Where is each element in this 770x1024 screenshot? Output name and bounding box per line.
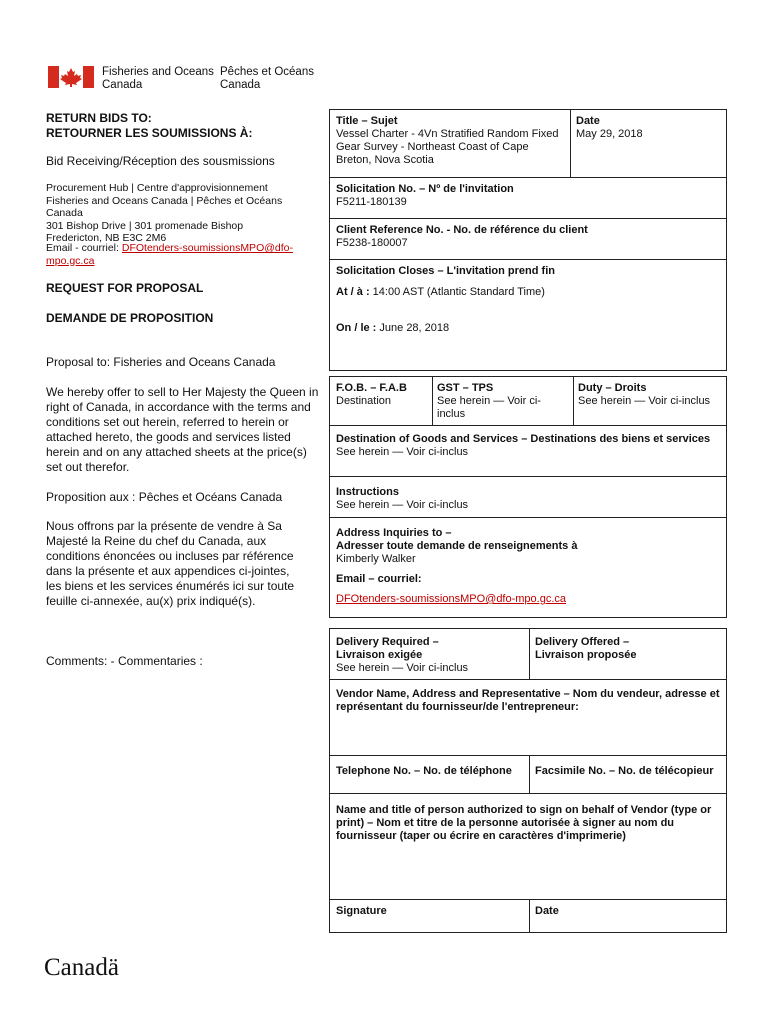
divider [330,425,726,426]
delivery-required-cell: Delivery Required – Livraison exigée See herein — Voir ci-inclus [336,636,469,674]
signature-field[interactable]: Signature [336,905,387,917]
proposal-to-fr: Proposition aux : Pêches et Océans Canada [46,490,283,504]
solicitation-info-box [329,109,727,371]
return-bids-heading: RETURN BIDS TO: RETOURNER LES SOUMISSIONS À: [46,111,253,140]
offer-text-fr: Nous offrons par la présente de vendre à Sa Majesté la Reine du chef du Canada, aux conditions énoncées ou incluses par référence dans la présente et aux appendices ci-jointes, les biens et les services énumérés ici sur toute feuille ci-annexée, au(x) prix indiqué(s). [46,519,295,608]
vendor-name-field[interactable]: Vendor Name, Address and Representative – Nom du vendeur, adresse et représentant du fournisseur/de l'entrepreneur: [336,688,720,713]
proposal-to-en: Proposal to: Fisheries and Oceans Canada [46,355,276,369]
dept-name-fr: Pêches et Océans Canada [220,66,314,91]
inquiries-cell: Address Inquiries to – Adresser toute demande de renseignements à Kimberly Walker Email – courriel: DFOtenders-soumissionsMPO@dfo-mpo.gc.ca [336,527,721,606]
terms-box [329,376,727,618]
rfp-heading-fr: DEMANDE DE PROPOSITION [46,311,214,325]
client-ref-value: F5238-180007 [336,237,408,249]
contact-name: Kimberly Walker [336,553,416,565]
divider [330,755,726,756]
comments-label: Comments: - Commentaries : [46,654,203,668]
dept-name-en: Fisheries and Oceans Canada [102,66,214,91]
canada-flag-icon [48,66,94,88]
title-cell: Title – Sujet Vessel Charter - 4Vn Stratified Random Fixed Gear Survey - Northeast Coast of Cape Breton, Nova Scotia [336,115,566,167]
divider [529,629,530,679]
return-email-link-cont[interactable]: mpo.gc.ca [46,254,95,267]
address-block: Procurement Hub | Centre d'approvisionnement Fisheries and Oceans Canada | Pêches et Océans Canada 301 Bishop Drive | 301 promenade Bishop Fredericton, NB E3C 2M6 [46,182,283,244]
divider [330,259,726,260]
fob-cell: F.O.B. – F.A.B Destination [336,382,407,407]
government-signature [48,66,318,92]
return-email: Email - courriel: DFOtenders-soumissionsMPO@dfo- mpo.gc.ca [46,242,321,267]
title-value: Vessel Charter - 4Vn Stratified Random Fixed Gear Survey - Northeast Coast of Cape Breton, Nova Scotia [336,128,559,166]
telephone-field[interactable]: Telephone No. – No. de téléphone [336,765,512,777]
vendor-box [329,628,727,933]
offer-text-en: We hereby offer to sell to Her Majesty the Queen in right of Canada, in accordance with the terms and conditions set out herein, referred to herein or attached hereto, the goods and services listed herein and on any attached sheets at the price(s) set out therefor. [46,385,319,474]
solicitation-value: F5211-180139 [336,196,407,208]
date-cell: Date May 29, 2018 [576,115,721,141]
signature-date-field[interactable]: Date [535,905,559,917]
divider [330,177,726,178]
title-date-divider [570,110,571,177]
solicitation-cell: Solicitation No. – Nº de l'invitation F5211-180139 [336,183,721,209]
facsimile-field[interactable]: Facsimile No. – No. de télécopieur [535,765,714,777]
canada-wordmark: Canadä [44,954,119,981]
divider [529,899,530,932]
bid-receiving: Bid Receiving/Réception des sousmissions [46,154,275,168]
divider [330,679,726,680]
divider [432,377,433,425]
divider [330,476,726,477]
closing-date: June 28, 2018 [379,322,450,334]
divider [330,517,726,518]
closes-cell: Solicitation Closes – L'invitation prend fin At / à : 14:00 AST (Atlantic Standard Time) On / le : June 28, 2018 [336,265,555,334]
divider [529,755,530,793]
divider [573,377,574,425]
authorized-person-field[interactable]: Name and title of person authorized to sign on behalf of Vendor (type or print) – Nom et titre de la personne autorisée à signer au nom du fournisseur (taper ou écrire en caractères d'imprimerie) [336,804,712,842]
divider [330,899,726,900]
duty-cell: Duty – Droits See herein — Voir ci-inclus [578,382,711,407]
divider [330,793,726,794]
return-email-link[interactable]: DFOtenders-soumissionsMPO@dfo- [121,242,293,254]
destination-cell: Destination of Goods and Services – Destinations des biens et services See herein — Voir ci-inclus [336,433,711,458]
instructions-cell: Instructions See herein — Voir ci-inclus [336,486,469,511]
closing-time: 14:00 AST (Atlantic Standard Time) [372,286,545,298]
date-value: May 29, 2018 [576,128,643,140]
inquiries-email-link[interactable]: DFOtenders-soumissionsMPO@dfo-mpo.gc.ca [336,593,567,605]
client-ref-cell: Client Reference No. - No. de référence du client F5238-180007 [336,224,721,250]
delivery-offered-cell[interactable]: Delivery Offered – Livraison proposée [535,636,637,661]
gst-cell: GST – TPS See herein — Voir ci-inclus [437,382,541,420]
rfp-heading-en: REQUEST FOR PROPOSAL [46,281,204,295]
divider [330,218,726,219]
